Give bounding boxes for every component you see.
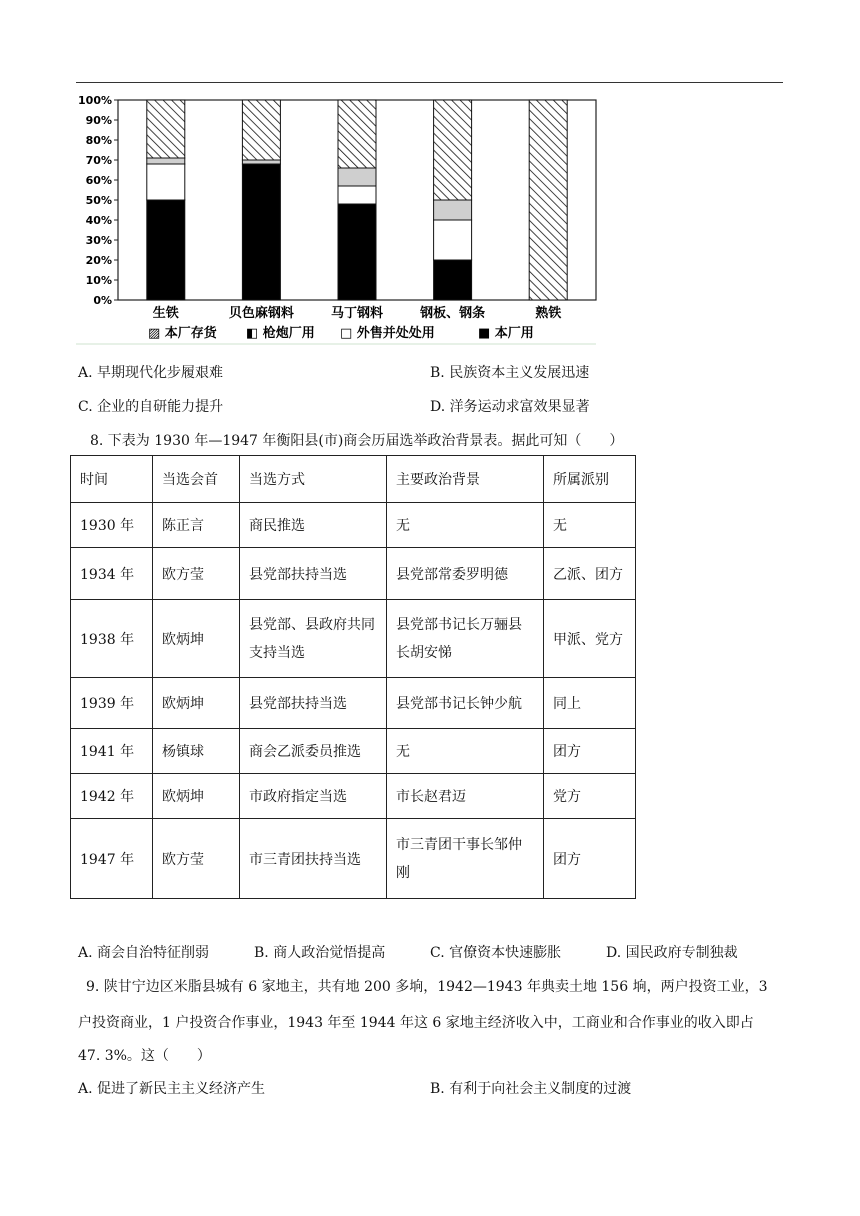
table-cell: 县党部、县政府共同支持当选: [240, 600, 387, 678]
q8-stem: 8. 下表为 1930 年—1947 年衡阳县(市)商会历届选举政治背景表。据此可知（ ）: [90, 433, 624, 449]
table-cell: 同上: [544, 678, 636, 729]
q9-stem-line3: 47. 3%。这（ ）: [78, 1048, 211, 1064]
x-tick-label: 钢板、钢条: [420, 306, 486, 321]
bar-segment: [434, 200, 472, 220]
table-cell: 商民推选: [240, 503, 387, 548]
q8-option-b[interactable]: B. 商人政治觉悟提高: [254, 945, 386, 961]
table-cell: 无: [387, 503, 544, 548]
table-cell: 县党部扶持当选: [240, 548, 387, 600]
top-rule: [76, 82, 783, 83]
table-row: [71, 729, 636, 774]
q7-option-a[interactable]: A. 早期现代化步履艰难: [78, 365, 224, 381]
table-cell: 1939 年: [71, 678, 153, 729]
table-cell: 商会乙派委员推选: [240, 729, 387, 774]
table-cell: 乙派、团方: [544, 548, 636, 600]
table-cell: 1934 年: [71, 548, 153, 600]
stacked-bar-chart: [76, 90, 606, 345]
table-row: [71, 600, 636, 678]
y-tick-label: 80%: [85, 134, 112, 147]
table-cell: 陈正言: [153, 503, 240, 548]
bar-segment: [147, 200, 185, 300]
q7-option-c[interactable]: C. 企业的自研能力提升: [78, 399, 224, 415]
y-tick-label: 50%: [85, 194, 112, 207]
table-cell: 1942 年: [71, 774, 153, 819]
y-tick-label: 100%: [78, 94, 112, 107]
bar-segment: [434, 220, 472, 260]
table-cell: 欧方莹: [153, 819, 240, 899]
q7-option-d[interactable]: D. 洋务运动求富效果显著: [430, 399, 590, 415]
table-header-cell: 当选方式: [240, 456, 387, 503]
q9-option-a[interactable]: A. 促进了新民主主义经济产生: [78, 1081, 266, 1097]
x-tick-label: 熟铁: [535, 306, 562, 321]
table-cell: 1930 年: [71, 503, 153, 548]
bar-segment: [338, 204, 376, 300]
bar-segment: [434, 100, 472, 200]
table-cell: 市政府指定当选: [240, 774, 387, 819]
bar-segment: [434, 260, 472, 300]
table-cell: 欧方莹: [153, 548, 240, 600]
bar-segment: [147, 158, 185, 164]
q8-option-a[interactable]: A. 商会自治特征削弱: [78, 945, 210, 961]
table-row: [71, 503, 636, 548]
table-cell: 市长赵君迈: [387, 774, 544, 819]
q8-table: [70, 455, 636, 899]
table-cell: 欧炳坤: [153, 774, 240, 819]
bar-segment: [147, 164, 185, 200]
bar-segment: [242, 160, 280, 164]
table-header-row: [71, 456, 636, 503]
q9-stem-line1: 9. 陕甘宁边区米脂县城有 6 家地主，共有地 200 多垧，1942—1943 年典卖土地 156 垧，两户投资工业，3: [86, 979, 768, 995]
q8-option-d[interactable]: D. 国民政府专制独裁: [606, 945, 738, 961]
table-cell: 县党部扶持当选: [240, 678, 387, 729]
legend-item: □ 外售并处处用: [340, 326, 435, 341]
q7-option-b[interactable]: B. 民族资本主义发展迅速: [430, 365, 590, 381]
table-cell: 无: [544, 503, 636, 548]
table-cell: 市三青团扶持当选: [240, 819, 387, 899]
y-tick-label: 70%: [85, 154, 112, 167]
legend-item: ◧ 枪炮厂用: [246, 326, 315, 341]
bar-segment: [338, 100, 376, 168]
y-tick-label: 40%: [85, 214, 112, 227]
table-header-cell: 所属派别: [544, 456, 636, 503]
legend-item: ■ 本厂用: [478, 326, 534, 341]
y-tick-label: 30%: [85, 234, 112, 247]
legend-item: ▨ 本厂存货: [148, 326, 217, 341]
table-cell: 欧炳坤: [153, 678, 240, 729]
table-cell: 县党部书记长万骊县长胡安悌: [387, 600, 544, 678]
table-cell: 1947 年: [71, 819, 153, 899]
y-tick-label: 10%: [85, 274, 112, 287]
table-cell: 欧炳坤: [153, 600, 240, 678]
y-tick-label: 60%: [85, 174, 112, 187]
table-header-cell: 当选会首: [153, 456, 240, 503]
q8-option-c[interactable]: C. 官僚资本快速膨胀: [430, 945, 562, 961]
bar-segment: [338, 186, 376, 204]
table-cell: 党方: [544, 774, 636, 819]
y-tick-label: 20%: [85, 254, 112, 267]
table-header-cell: 主要政治背景: [387, 456, 544, 503]
table-cell: 市三青团干事长邹仲刚: [387, 819, 544, 899]
table-cell: 团方: [544, 729, 636, 774]
y-tick-label: 0%: [93, 294, 112, 307]
table-row: [71, 678, 636, 729]
q9-stem-line2: 户投资商业，1 户投资合作事业，1943 年至 1944 年这 6 家地主经济收入中，工商业和合作事业的收入即占: [78, 1015, 754, 1031]
x-tick-label: 马丁钢料: [330, 306, 384, 321]
x-tick-label: 生铁: [152, 306, 179, 321]
table-cell: 无: [387, 729, 544, 774]
table-cell: 杨镇球: [153, 729, 240, 774]
q9-option-b[interactable]: B. 有利于向社会主义制度的过渡: [430, 1081, 632, 1097]
table-cell: 1941 年: [71, 729, 153, 774]
x-tick-label: 贝色麻钢料: [228, 306, 294, 321]
bar-segment: [242, 100, 280, 160]
table-cell: 甲派、党方: [544, 600, 636, 678]
table-row: [71, 774, 636, 819]
bar-segment: [242, 164, 280, 300]
table-cell: 县党部常委罗明德: [387, 548, 544, 600]
y-tick-label: 90%: [85, 114, 112, 127]
table-row: [71, 548, 636, 600]
table-cell: 县党部书记长钟少航: [387, 678, 544, 729]
bar-segment: [529, 100, 567, 300]
table-row: [71, 819, 636, 899]
bar-segment: [147, 100, 185, 158]
bar-segment: [338, 168, 376, 186]
table-cell: 1938 年: [71, 600, 153, 678]
table-header-cell: 时间: [71, 456, 153, 503]
table-cell: 团方: [544, 819, 636, 899]
